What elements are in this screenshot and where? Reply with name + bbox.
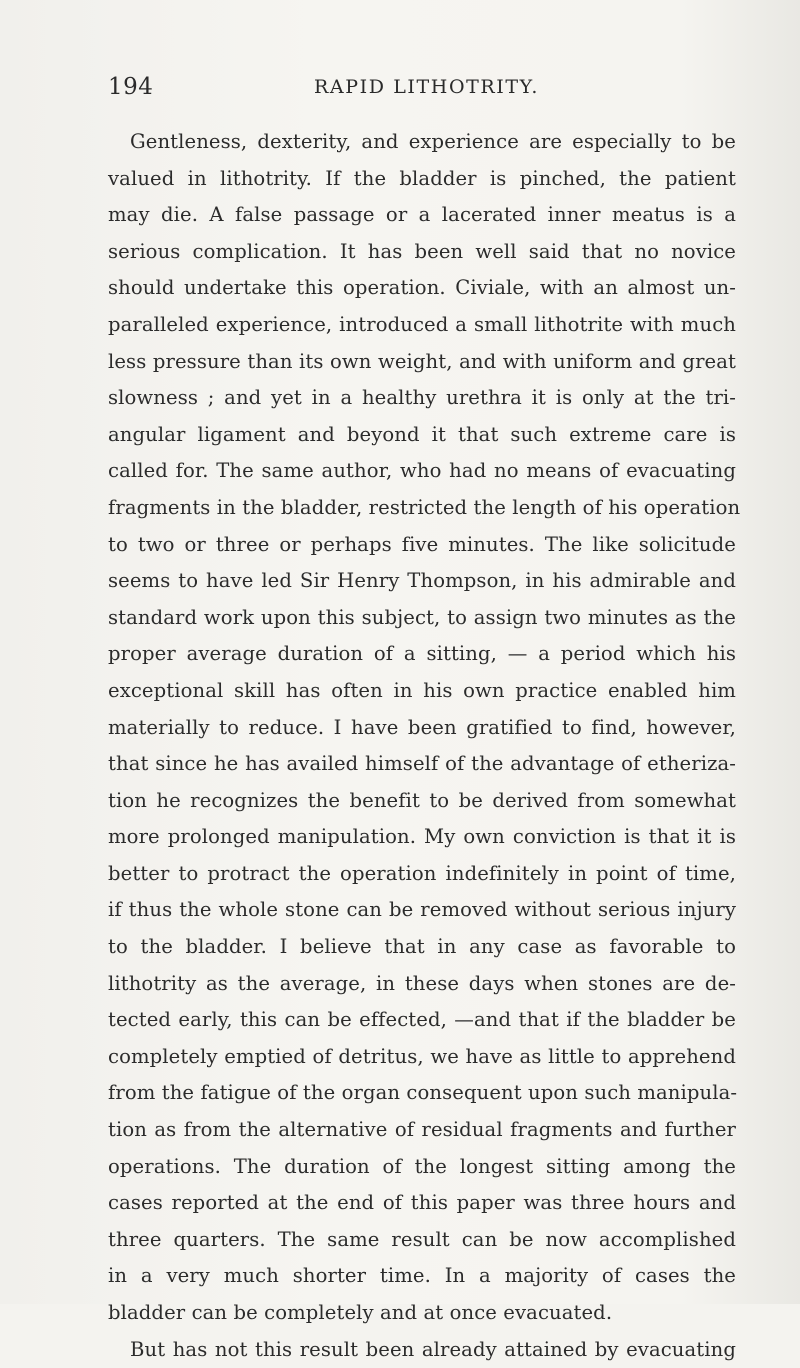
text-line: from the fatigue of the organ consequent upon such manipula-: [108, 1081, 738, 1105]
text-line: fragments in the bladder, restricted the length of his operation: [108, 495, 741, 519]
text-line: to two or three or perhaps five minutes. The like solicitude: [108, 532, 736, 556]
text-line: less pressure than its own weight, and with uniform and great: [108, 349, 736, 373]
text-line: proper average duration of a sitting, — a period which his: [108, 642, 736, 666]
text-line: three quarters. The same result can be now accomplished: [108, 1227, 736, 1251]
text-line: tion he recognizes the benefit to be derived from somewhat: [108, 788, 736, 812]
page-number: 194: [108, 74, 154, 100]
text-line: to the bladder. I believe that in any case as favorable to: [108, 935, 736, 959]
text-line: slowness ; and yet in a healthy urethra it is only at the tri-: [108, 386, 736, 410]
text-line: may die. A false passage or a lacerated inner meatus is a: [108, 203, 736, 227]
text-line: serious complication. It has been well said that no novice: [108, 239, 736, 263]
text-line: cases reported at the end of this paper was three hours and: [108, 1191, 736, 1215]
text-line: in a very much shorter time. In a majority of cases the: [108, 1264, 736, 1288]
text-line: paralleled experience, introduced a small lithotrite with much: [108, 312, 736, 336]
text-line: Gentleness, dexterity, and experience are especially to be: [130, 130, 736, 153]
text-line: exceptional skill has often in his own practice enabled him: [108, 678, 736, 702]
text-line: more prolonged manipulation. My own conviction is that it is: [108, 825, 736, 849]
text-line: lithotrity as the average, in these days when stones are de-: [108, 971, 736, 995]
text-line: bladder can be completely and at once evacuated.: [108, 1301, 613, 1324]
text-line: tected early, this can be effected, —and that if the bladder be: [108, 1008, 736, 1032]
text-line: that since he has availed himself of the advantage of etheriza-: [108, 752, 736, 776]
text-line: operations. The duration of the longest sitting among the: [108, 1154, 736, 1178]
text-line: better to protract the operation indefinitely in point of time,: [108, 861, 736, 885]
text-line: should undertake this operation. Civiale, with an almost un-: [108, 276, 736, 300]
body-text: [108, 124, 741, 1368]
running-title: RAPID LITHOTRITY.: [314, 76, 540, 98]
text-line: if thus the whole stone can be removed without serious injury: [108, 898, 736, 922]
text-line: standard work upon this subject, to assign two minutes as the: [108, 605, 736, 629]
text-line: materially to reduce. I have been gratified to find, however,: [108, 715, 736, 739]
text-line: angular ligament and beyond it that such extreme care is: [108, 422, 736, 446]
running-head: [108, 74, 738, 104]
text-line: seems to have led Sir Henry Thompson, in his admirable and: [108, 569, 736, 593]
text-line: called for. The same author, who had no means of evacuating: [108, 459, 736, 483]
text-line: valued in lithotrity. If the bladder is pinched, the patient: [108, 166, 736, 190]
text-line: completely emptied of detritus, we have as little to apprehend: [108, 1044, 736, 1068]
text-line: tion as from the alternative of residual fragments and further: [108, 1118, 736, 1142]
text-line: But has not this result been already attained by evacuating: [130, 1337, 736, 1361]
